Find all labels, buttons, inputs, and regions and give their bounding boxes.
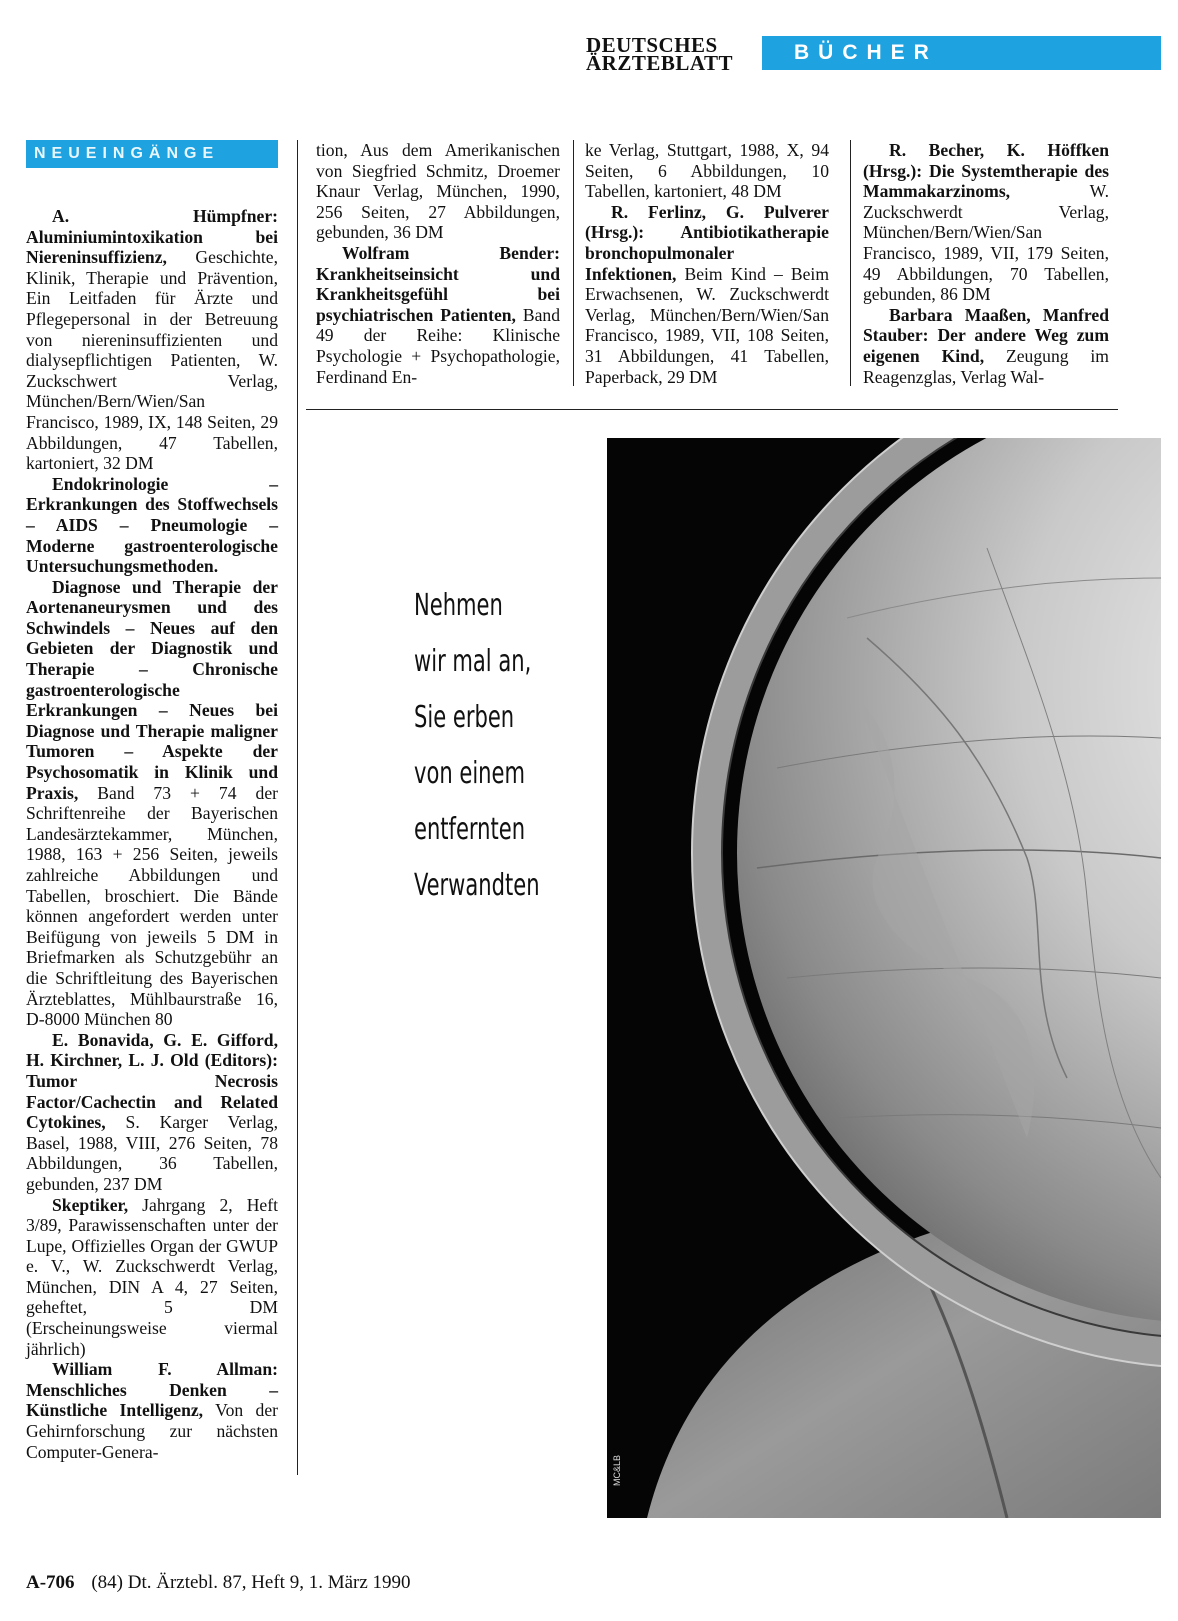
book-entry-details: Beim Kind – Beim Erwachsenen, W. Zuckschwerdt Verlag, München/Bern/Wien/San Francisco, 1989, VII, 108 Seiten, 31 Abbildungen, 41 Tabellen, Paperback, 29 DM <box>585 263 829 387</box>
masthead-logo <box>586 33 756 75</box>
book-entry <box>26 1195 278 1360</box>
book-entry <box>26 1030 278 1195</box>
column-4 <box>863 140 1109 387</box>
book-entry <box>863 305 1109 387</box>
ad-headline-line: entfernten <box>414 812 526 847</box>
new-arrivals-label: NEUEINGÄNGE <box>26 140 278 168</box>
ad-headline-line: wir mal an, <box>414 644 532 679</box>
book-entry-title: Barbara Maaßen, Manfred Stauber: Der andere Weg zum eigenen Kind, <box>863 304 1109 366</box>
book-entry-title: E. Bonavida, G. E. Gifford, H. Kirchner, L. J. Old (Editors): Tumor Necrosis Factor/Cachectin and Related Cytokines, <box>26 1029 278 1133</box>
ad-headline <box>414 578 554 914</box>
globe-photo <box>607 438 1161 1518</box>
citation: (84) Dt. Ärztebl. 87, Heft 9, 1. März 1990 <box>91 1572 411 1593</box>
col2-continuation: tion, Aus dem Amerikanischen von Siegfried Schmitz, Droemer Knaur Verlag, München, 1990, 256 Seiten, 27 Abbildungen, gebunden, 36 DM <box>316 140 560 243</box>
book-entry <box>26 1359 278 1462</box>
book-entry <box>26 577 278 1030</box>
column-divider-3 <box>850 140 851 386</box>
ad-headline-line: von einem <box>414 756 525 791</box>
book-entry-details: Jahrgang 2, Heft 3/89, Parawissenschaften unter der Lupe, Offizielles Organ der GWUP e. V., W. Zuckschwerdt Verlag, München, DIN A 4, 27 Seiten, geheftet, 5 DM (Erscheinungsweise viermal jährlich) <box>26 1194 278 1359</box>
masthead-line2: ÄRZTEBLATT <box>586 51 733 75</box>
section-title-bar: BÜCHER <box>762 36 1161 70</box>
book-entry-details: Band 49 der Reihe: Klinische Psychologie + Psychopathologie, Ferdinand En- <box>316 304 560 387</box>
book-entry <box>316 243 560 387</box>
column-divider-2 <box>573 140 574 386</box>
page-footer <box>26 1572 411 1594</box>
book-entry-details: Zeugung im Reagenzglas, Verlag Wal- <box>863 345 1109 387</box>
book-entry-details: Band 73 + 74 der Schriftenreihe der Bayerischen Landesärztekammer, München, 1988, 163 + 256 Seiten, jeweils zahlreiche Abbildungen und Tabellen, broschiert. Die Bände können angefordert werden unter Beifügung von jeweils 5 DM in Briefmarken als Schutzgebühr an die Schriftleitung des Bayerischen Ärzteblattes, Mühlbaurstraße 16, D-8000 München 80 <box>26 782 278 1030</box>
ad-headline-line: Sie erben <box>414 700 515 735</box>
book-entry-details: S. Karger Verlag, Basel, 1988, VIII, 276 Seiten, 78 Abbildungen, 36 Tabellen, gebunden, 237 DM <box>26 1112 278 1194</box>
book-entry-title: Endokrinologie – Erkrankungen des Stoffwechsels – AIDS – Pneumologie – Moderne gastroenterologische Untersuchungsmethoden. <box>26 473 278 577</box>
column-divider-1 <box>297 140 298 1475</box>
book-entry <box>585 202 829 387</box>
ad-headline-line: Verwandten <box>414 868 540 903</box>
book-entry-title: William F. Allman: Menschliches Denken – Künstliche Intelligenz, <box>26 1359 278 1421</box>
book-entry <box>26 474 278 577</box>
book-entry-title: A. Hümpfner: Aluminiumintoxikation bei Niereninsuffizienz, <box>26 206 278 268</box>
col3-continuation: ke Verlag, Stuttgart, 1988, X, 94 Seiten, 6 Abbildungen, 10 Tabellen, kartoniert, 48 DM <box>585 140 829 202</box>
book-entry-title: R. Becher, K. Höffken (Hrsg.): Die Systemtherapie des Mammakarzinoms, <box>863 140 1109 202</box>
book-entry-details: Geschichte, Klinik, Therapie und Prävention, Ein Leitfaden für Ärzte und Pflegepersonal in der Betreuung von niereninsuffizienten und dialysepflichtigen Patienten, W. Zuckschwert Verlag, München/Bern/Wien/San Francisco, 1989, IX, 148 Seiten, 29 Abbildungen, 47 Tabellen, kartoniert, 32 DM <box>26 247 278 474</box>
book-entry-title: Wolfram Bender: Krankheitseinsicht und Krankheitsgefühl bei psychiatrischen Patienten, <box>316 242 560 325</box>
book-entry <box>26 206 278 474</box>
globe-illustration <box>607 438 1161 1518</box>
book-entry-title: R. Ferlinz, G. Pulverer (Hrsg.): Antibiotikatherapie bronchopulmonaler Infektionen, <box>585 201 829 284</box>
book-entry-details: W. Zuckschwerdt Verlag, München/Bern/Wien/San Francisco, 1989, VII, 179 Seiten, 49 Abbildungen, 70 Tabellen, gebunden, 86 DM <box>863 181 1109 305</box>
ad-headline-line: Nehmen <box>414 588 503 623</box>
masthead-line1: DEUTSCHES <box>586 33 718 57</box>
page-number: A-706 <box>26 1572 75 1593</box>
book-entry-details: Von der Gehirnforschung zur nächsten Computer-Genera- <box>26 1400 278 1462</box>
book-entry <box>863 140 1109 305</box>
section-rule <box>306 409 1118 410</box>
column-1 <box>26 206 278 1462</box>
column-3 <box>585 140 829 387</box>
column-2 <box>316 140 560 387</box>
book-entry-title: Skeptiker, <box>52 1194 129 1215</box>
book-entry-title: Diagnose und Therapie der Aortenaneurysmen und des Schwindels – Neues auf den Gebieten der Diagnostik und Therapie – Chronische gastroenterologische Erkrankungen – Neues bei Diagnose und Therapie maligner Tumoren – Aspekte der Psychosomatik in Klinik und Praxis, <box>26 576 278 803</box>
ad-credit: MC&LB <box>612 1454 622 1486</box>
